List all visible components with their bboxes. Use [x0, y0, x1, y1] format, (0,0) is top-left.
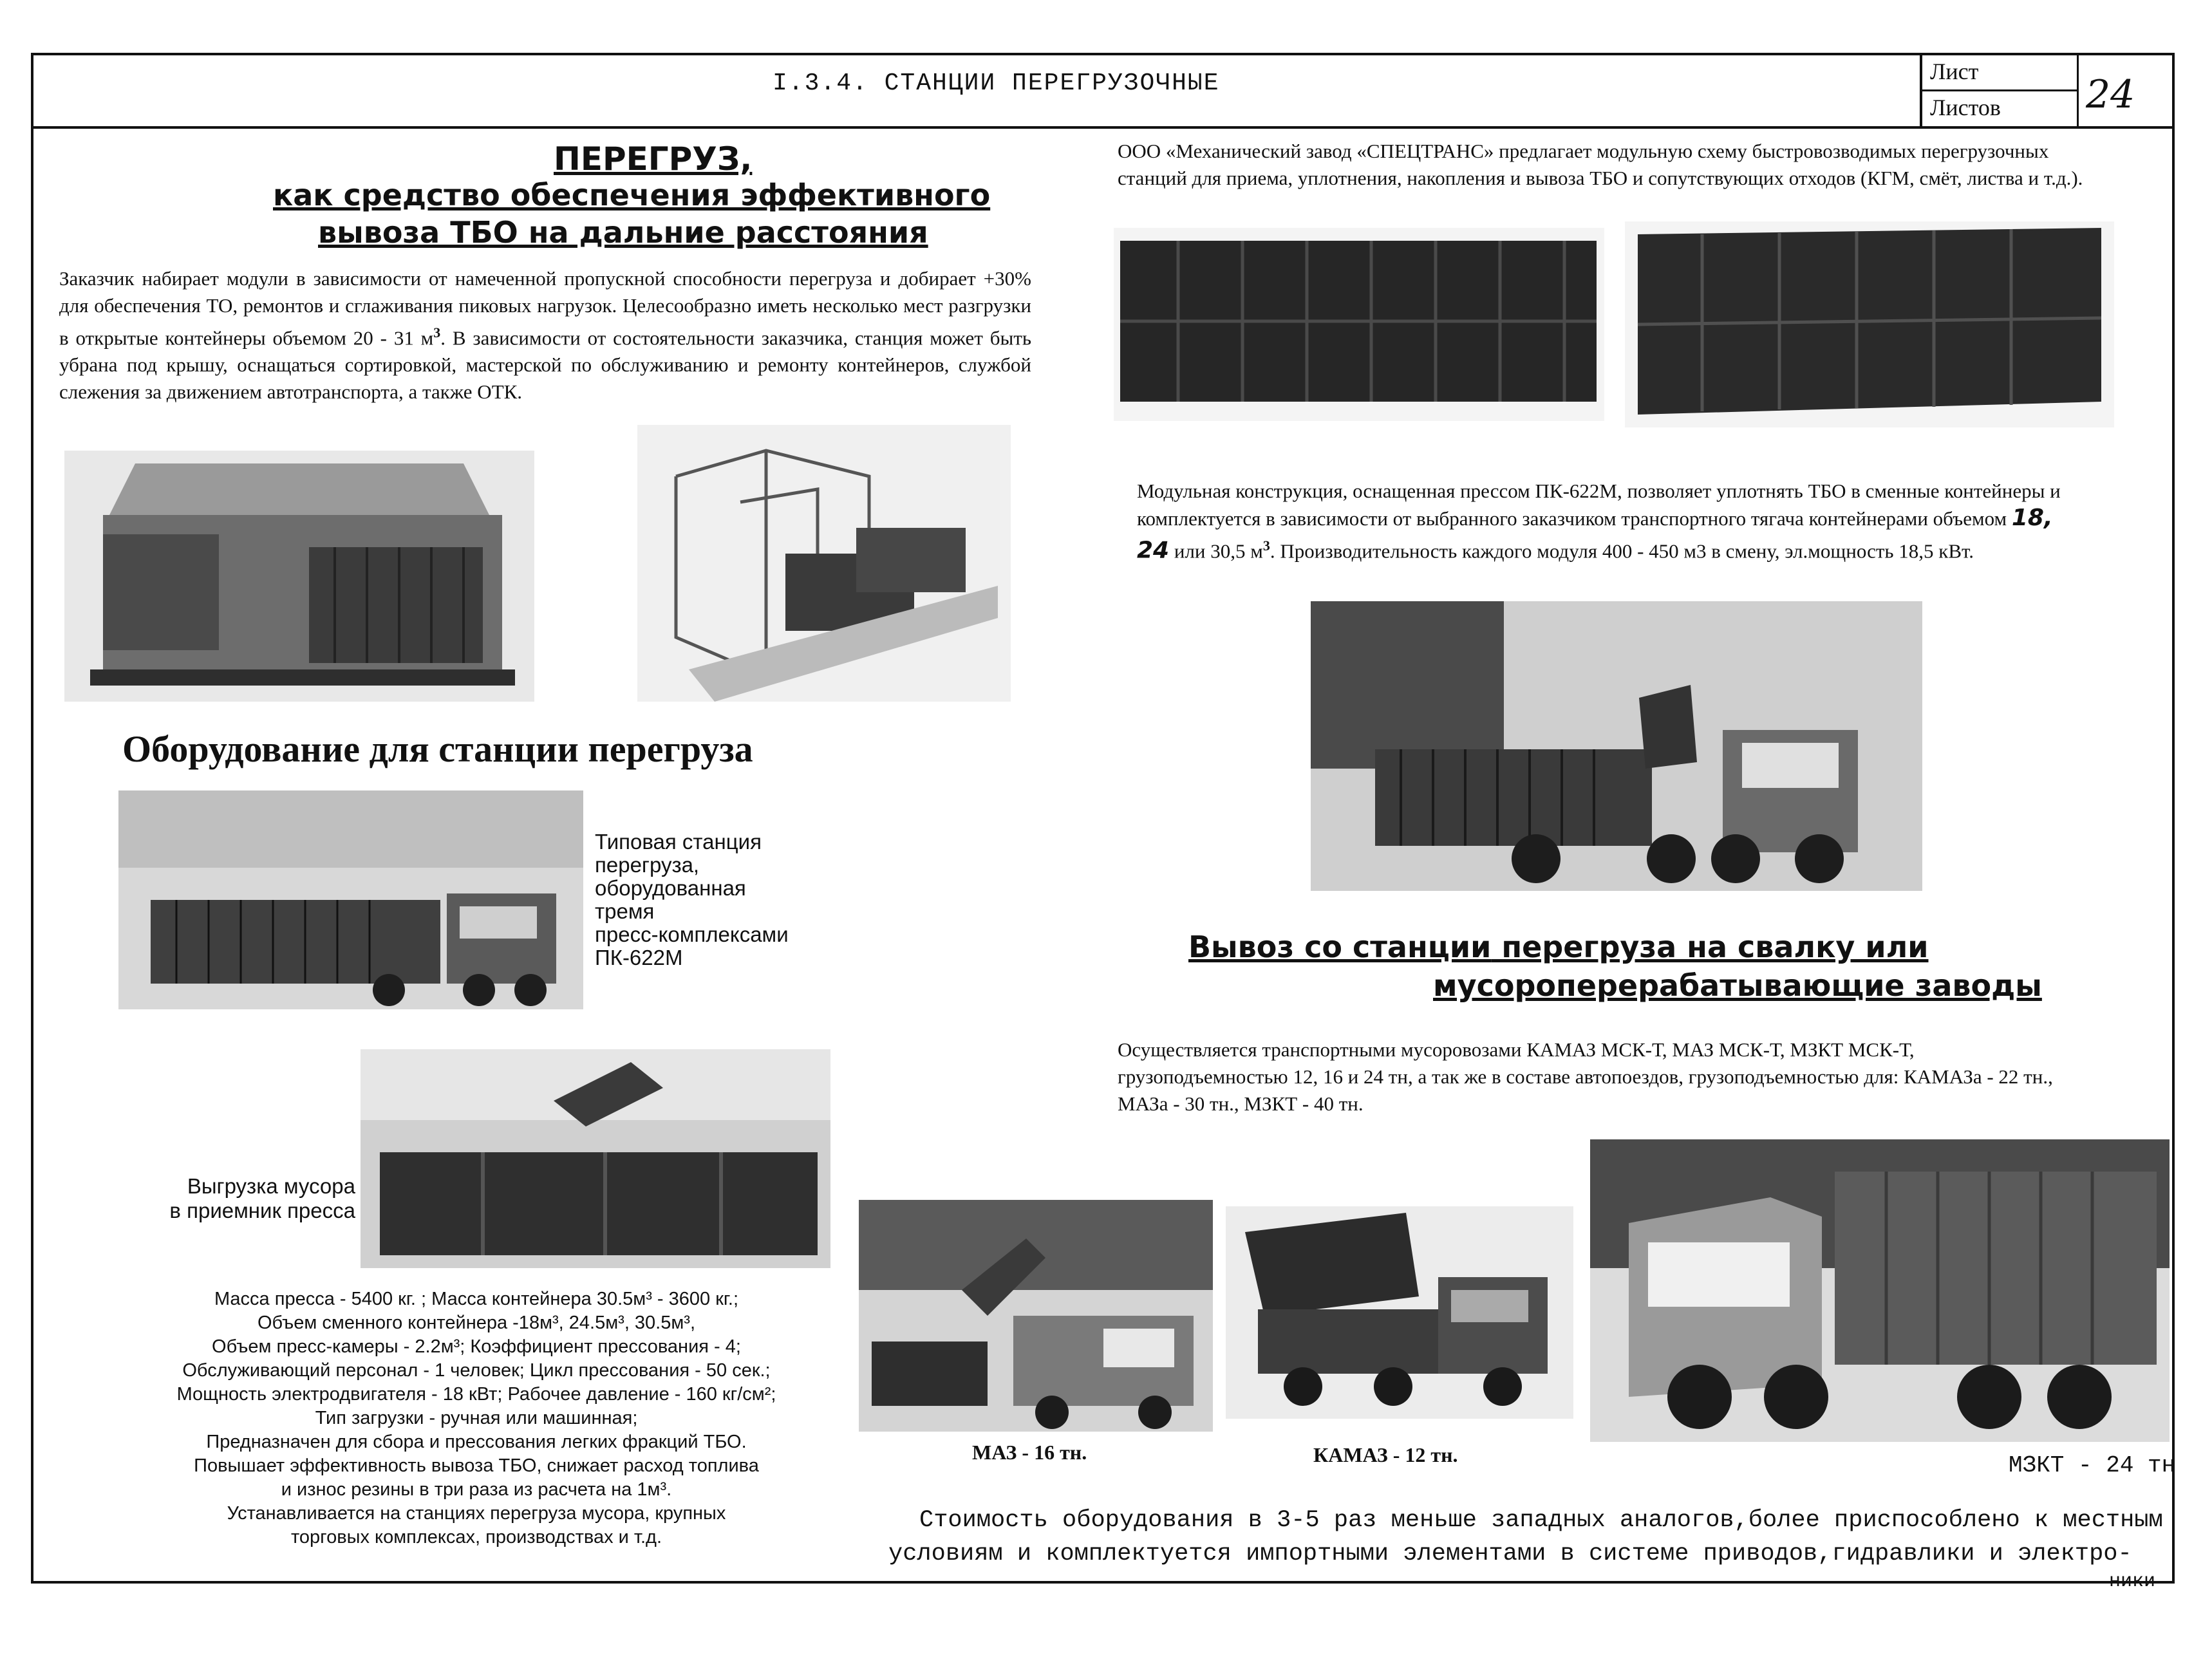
maz-caption: МАЗ - 16 тн. [972, 1441, 1087, 1464]
module-description [1137, 478, 2083, 565]
station-caption-line: тремя [595, 899, 655, 923]
sheet-label: Лист [1930, 59, 1979, 84]
container-photo-1 [1114, 228, 1604, 421]
kamaz-caption: КАМАЗ - 12 тн. [1313, 1443, 1458, 1466]
export-heading-part-b: перегруза на свалку или [1491, 930, 1929, 964]
unloading-photo [361, 1049, 830, 1268]
spec-line: торговых комплексах, производствах и т.д. [290, 1527, 662, 1547]
spec-line: Объем сменного контейнера -18м³, 24.5м³, 30.5м³, [257, 1313, 696, 1333]
station-caption-line: оборудованная [595, 876, 746, 900]
spec-line: Тип загрузки - ручная или машинная; [315, 1408, 638, 1428]
spec-line: Обслуживающий персонал - 1 человек; Цикл прессования - 50 сек.; [182, 1360, 771, 1381]
maz-truck-photo [859, 1200, 1213, 1432]
export-heading-line-2: мусороперерабатывающие заводы [1433, 968, 2042, 1003]
kamaz-truck-photo [1226, 1206, 1573, 1419]
spec-line: Повышает эффективность вывоза ТБО, снижает расход топлива [194, 1455, 759, 1476]
intro-paragraph [59, 265, 1031, 406]
export-heading-part-a: Вывоз со станции [1188, 930, 1492, 964]
heading-line-3: вывоза ТБО на дальние расстояния [318, 215, 928, 250]
station-caption-line: перегруза, [595, 853, 700, 877]
unload-caption-line: Выгрузка мусора [187, 1174, 355, 1198]
cost-line-end: ники [2109, 1571, 2156, 1593]
intro-superscript: 3 [433, 324, 441, 341]
typical-station-photo [118, 790, 583, 1009]
intro-text-1: Заказчик набирает модули в зависимости от намеченной пропускной способности перегруза и добирает +30% для обеспечения ТО, ремонтов и сглаживания пиковых нагрузок. Целесообразно иметь несколько мест разгрузки в открытые контейнеры объемом 20 - 31 м [59, 267, 1031, 350]
heading-peregruz: ПЕРЕГРУЗ, [554, 140, 753, 178]
spec-line: Мощность электродвигателя - 18 кВт; Рабочее давление - 160 кг/см²; [176, 1384, 776, 1405]
module-superscript: 3 [1262, 538, 1270, 554]
press-module-photo [64, 451, 534, 702]
heading-line-2: как средство обеспечения эффективного [273, 178, 991, 212]
export-heading-line-1 [1188, 930, 1929, 964]
spec-line: Предназначен для сбора и прессования легких фракций ТБО. [206, 1432, 747, 1452]
cost-line: условиям и комплектуется импортными элементами в системе приводов,гидравлики и электро- [888, 1540, 2132, 1567]
sheet-stamp [1920, 53, 2177, 126]
mzkt-caption: МЗКТ - 24 тн [2009, 1452, 2176, 1479]
unload-caption-line: в приемник пресса [169, 1199, 355, 1222]
module-text-3: . Производительность каждого модуля 400 - 450 м3 в смену, эл.мощность 18,5 кВт. [1270, 539, 1974, 563]
spec-line: Масса пресса - 5400 кг. ; Масса контейнера 30.5м³ - 3600 кг.; [214, 1289, 739, 1309]
module-text-2: или 30,5 м [1169, 539, 1263, 563]
spectrans-intro: ООО «Механический завод «СПЕЦТРАНС» предлагает модульную схему быстровозводимых перегрузочных станций для приема, уплотнения, накопления и вывоза ТБО и сопутствующих отходов (КГМ, смёт, листва и т.д.). [1118, 140, 2083, 189]
container-photo-2 [1625, 221, 2114, 427]
module-text-1: Модульная конструкция, оснащенная прессом ПК-622М, позволяет уплотнять ТБО в сменные контейнеры и комплектуется в зависимости от выбранного заказчиком транспортного тягача контейнерами объемом [1137, 480, 2061, 530]
intro-text-2: . В зависимости от состоятельности заказчика, станция может быть убрана под крышу, оснащаться сортировкой, мастерской по обслуживанию и ремонту контейнеров, службой слежения за движением автотранспорта, а также ОТК. [59, 326, 1031, 404]
page-title: I.3.4. СТАНЦИИ ПЕРЕГРУЗОЧНЫЕ [773, 70, 1220, 97]
station-drawing-photo [637, 425, 1011, 702]
cost-line: Стоимость оборудования в 3-5 раз меньше западных аналогов,более приспособлено к местным [919, 1507, 2163, 1534]
sheet-number: 24 [2086, 72, 2135, 117]
module-handwritten-volumes: 18, 24 [1137, 505, 2053, 564]
unload-caption [143, 1174, 355, 1223]
spec-line: и износ резины в три раза из расчета на 1м³. [281, 1479, 672, 1500]
spec-line: Устанавливается на станциях перегруза мусора, крупных [227, 1503, 726, 1524]
station-caption-line: пресс-комплексами [595, 922, 789, 946]
station-caption [595, 830, 789, 969]
press-specifications [129, 1287, 824, 1549]
spec-line: Объем пресс-камеры - 2.2м³; Коэффициент прессования - 4; [212, 1336, 741, 1357]
truck-container-photo [1311, 601, 1922, 891]
station-caption-line: Типовая станция [595, 830, 762, 854]
equipment-heading: Оборудование для станции перегруза [122, 728, 753, 770]
sheets-label: Листов [1930, 95, 2001, 120]
export-text: Осуществляется транспортными мусоровозами КАМАЗ МСК-Т, МАЗ МСК-Т, МЗКТ МСК-Т, грузоподъемностью 12, 16 и 24 тн, а так же в составе автопоездов, грузоподъемностью для: КАМАЗа - 22 тн., МАЗа - 30 тн., МЗКТ - 40 тн. [1118, 1038, 2053, 1115]
station-caption-line: ПК-622М [595, 946, 683, 969]
header-divider [31, 126, 2175, 129]
cost-statement [888, 1504, 2163, 1571]
mzkt-truck-photo [1590, 1139, 2170, 1442]
